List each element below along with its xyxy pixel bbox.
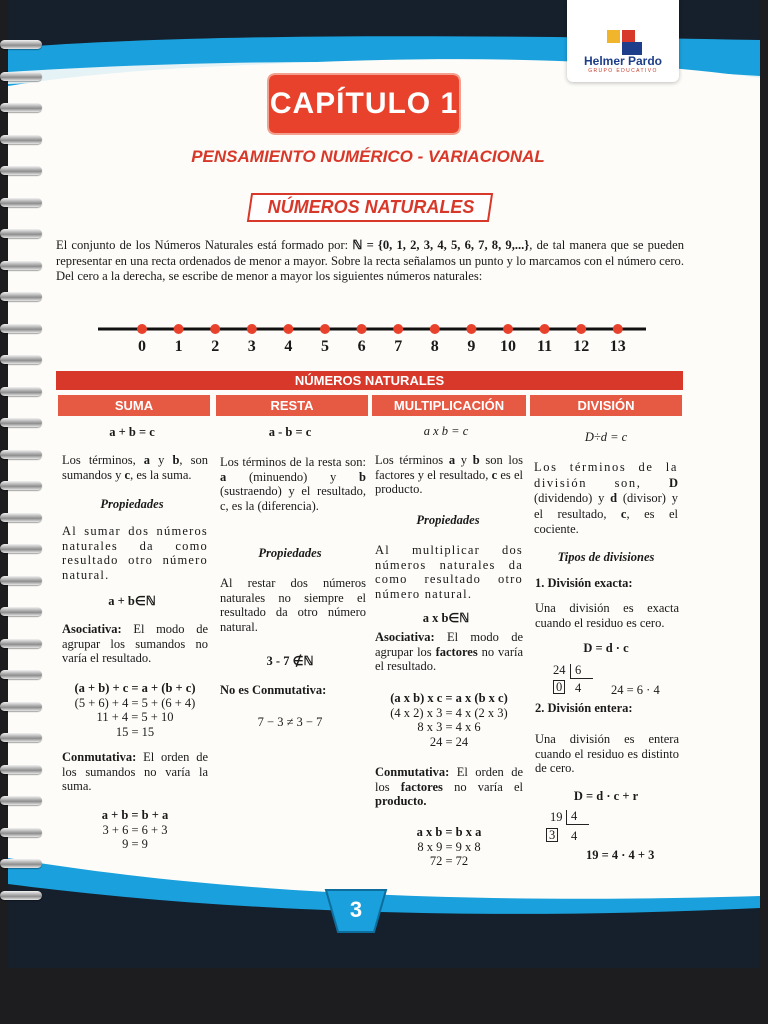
mult-comm-ex-1: a x b = b x a <box>416 825 482 839</box>
number-line-point <box>430 324 440 334</box>
number-line-label: 9 <box>467 338 476 355</box>
mult-term-b: b <box>472 453 480 467</box>
div-exact-text: Una división es exacta cuando el residuo es cero. <box>535 601 679 630</box>
div-exact-check: 24 = 6 · 4 <box>611 683 660 697</box>
number-line-point <box>210 324 220 334</box>
mult-assoc-ex-2: (4 x 2) x 3 = 4 x (2 x 3) <box>390 705 508 720</box>
resta-properties-text: Al restar dos números naturales no siempre el resultado da otro número natural. <box>220 576 366 634</box>
number-line <box>98 316 650 360</box>
logo-square-yellow <box>607 30 620 43</box>
mult-comm-ex-3: 72 = 72 <box>429 854 469 868</box>
suma-assoc-ex-2: (5 + 6) + 4 = 5 + (6 + 4) <box>74 695 196 710</box>
div-term-D: D <box>668 475 678 490</box>
brand-name: Helmer Pardo <box>583 54 663 68</box>
div-exact-divisor: 6 <box>575 663 582 677</box>
suma-comm-label: Conmutativa: <box>62 750 137 764</box>
spiral-coil <box>0 198 42 207</box>
div-description <box>534 460 678 538</box>
div-whole-formula: D = d · c + r <box>573 789 639 803</box>
suma-desc-y: y <box>150 453 173 467</box>
spiral-coil <box>0 418 42 427</box>
spiral-binding <box>0 40 48 920</box>
header-division: DIVISIÓN <box>530 395 682 416</box>
div-desc-4: , es el cociente. <box>534 506 678 536</box>
spiral-coil <box>0 135 42 144</box>
spiral-coil <box>0 513 42 522</box>
header-multiplicacion: MULTIPLICACIÓN <box>372 395 526 416</box>
number-line-point <box>613 324 623 334</box>
number-line-point <box>283 324 293 334</box>
spiral-coil <box>0 324 42 333</box>
resta-properties-title: Propiedades <box>258 546 322 560</box>
div-whole-quotient: 4 <box>571 829 578 843</box>
number-line-point <box>174 324 184 334</box>
div-exact-dividend: 24 <box>553 663 566 677</box>
spiral-coil <box>0 796 42 805</box>
mult-assoc-text-1: El modo de agrupar los <box>375 630 523 659</box>
div-formula: D÷d = c <box>584 430 628 444</box>
spiral-coil <box>0 450 42 459</box>
number-line-point <box>503 324 513 334</box>
suma-assoc-ex-4: 15 = 15 <box>115 724 155 739</box>
suma-comm-text: El orden de los sumandos no varía la suma. <box>62 750 208 793</box>
suma-assoc-label: Asociativa: <box>62 622 122 636</box>
number-line-point <box>393 324 403 334</box>
number-line-label: 1 <box>174 338 183 355</box>
suma-desc-3: , es la suma. <box>130 467 192 482</box>
spiral-coil <box>0 103 42 112</box>
spiral-coil <box>0 702 42 711</box>
mult-desc-1: Los términos <box>375 453 449 467</box>
brand-logo <box>567 0 679 82</box>
suma-term-b: b <box>172 453 180 467</box>
natural-set: ℕ = {0, 1, 2, 3, 4, 5, 6, 7, 8, 9,...} <box>352 238 530 252</box>
suma-properties-title: Propiedades <box>100 497 164 511</box>
suma-term-c: c <box>124 467 131 482</box>
intro-text-end: , de tal manera que se pueden representar en una recta ordenados de menor a mayor. Sobre la recta señalamos un punto y lo marcamos con el número cero. Del cero a la derecha, se escribe de menor a mayor los siguientes números naturales: <box>56 238 684 283</box>
header-suma: SUMA <box>58 395 210 416</box>
number-line-point <box>320 324 330 334</box>
mult-comm-label: Conmutativa: <box>375 765 450 779</box>
resta-term-b: b <box>359 469 366 484</box>
page-number-badge <box>324 888 388 936</box>
div-exact-quotient: 4 <box>575 681 582 695</box>
mult-commutative <box>375 765 523 809</box>
number-line-point <box>357 324 367 334</box>
mult-associative <box>375 630 523 674</box>
mult-closure: a x b∈ℕ <box>422 611 470 625</box>
number-line-label: 10 <box>500 338 516 355</box>
suma-formula: a + b = c <box>109 425 155 439</box>
intro-paragraph <box>56 238 684 285</box>
mult-desc-3: es el producto. <box>375 467 523 496</box>
number-line-point <box>466 324 476 334</box>
resta-comm-example: 7 − 3 ≠ 3 − 7 <box>257 715 323 729</box>
spiral-coil <box>0 828 42 837</box>
div-exact-title: 1. División exacta: <box>535 576 633 590</box>
suma-commutative <box>62 750 208 794</box>
suma-comm-ex-1: a + b = b + a <box>101 808 169 822</box>
mult-formula: a x b = c <box>423 424 469 438</box>
mult-comm-bold-2: producto. <box>375 794 427 808</box>
spiral-coil <box>0 292 42 301</box>
mult-assoc-label: Asociativa: <box>375 630 435 644</box>
spiral-coil <box>0 355 42 364</box>
mult-assoc-ex-4: 24 = 24 <box>429 734 469 749</box>
div-whole-text: Una división es entera cuando el residuo es distinto de cero. <box>535 732 679 775</box>
resta-commutative-label: No es Conmutativa: <box>220 683 327 697</box>
mult-description <box>375 453 523 497</box>
spiral-coil <box>0 576 42 585</box>
chapter-title-banner <box>266 72 462 136</box>
page-subtitle: PENSAMIENTO NUMÉRICO - VARIACIONAL <box>191 147 545 166</box>
mult-properties-text: Al multiplicar dos números naturales da como resultado otro número natural. <box>375 543 523 601</box>
number-line-label: 11 <box>537 338 553 355</box>
mult-assoc-ex-1: (a x b) x c = a x (b x c) <box>390 691 508 705</box>
spiral-coil <box>0 166 42 175</box>
resta-term-a: a <box>220 469 227 484</box>
div-exact-bracket <box>570 664 593 679</box>
mult-term-c: c <box>491 467 498 482</box>
mult-desc-2: son los factores y el resultado, <box>375 453 524 482</box>
suma-comm-ex-3: 9 = 9 <box>122 837 148 851</box>
number-line-label: 5 <box>321 338 329 355</box>
div-whole-remainder-box <box>546 828 558 843</box>
resta-formula: a - b = c <box>268 425 312 439</box>
number-line-label: 8 <box>430 338 439 355</box>
resta-closure: 3 - 7 ∉ℕ <box>266 654 314 668</box>
resta-desc-3: (sustraendo) y el resultado, c, es la (diferencia). <box>220 484 366 513</box>
spiral-coil <box>0 859 42 868</box>
suma-term-a: a <box>143 453 151 467</box>
section-title-box <box>246 192 496 223</box>
div-term-d: d <box>610 491 618 505</box>
div-whole-bracket <box>566 810 589 825</box>
suma-properties-text: Al sumar dos números naturales da como resultado otro número natural. <box>62 524 208 582</box>
spiral-coil <box>0 639 42 648</box>
spiral-coil <box>0 261 42 270</box>
number-line-label: 7 <box>394 338 403 355</box>
mult-comm-bold: factores <box>400 779 443 794</box>
div-desc-3: (divisor) y el resultado, <box>534 491 678 521</box>
div-whole-remainder: 3 <box>546 828 558 842</box>
chapter-title: CAPÍTULO 1 <box>269 87 459 120</box>
suma-assoc-ex-3: 11 + 4 = 5 + 10 <box>96 710 174 724</box>
spiral-coil <box>0 765 42 774</box>
number-line-label: 12 <box>573 338 590 355</box>
mult-assoc-example <box>375 691 523 749</box>
intro-text-start: El conjunto de los Números Naturales está formado por: <box>56 238 353 252</box>
suma-assoc-ex-1: (a + b) + c = a + (b + c) <box>74 681 196 695</box>
div-term-c: c <box>620 506 627 521</box>
resta-desc-2: (minuendo) y <box>226 469 360 484</box>
number-line-label: 2 <box>211 338 220 355</box>
number-line-point <box>137 324 147 334</box>
spiral-coil <box>0 544 42 553</box>
suma-assoc-text: El modo de agrupar los sumandos no varía el resultado. <box>62 622 208 665</box>
suma-associative <box>62 622 208 666</box>
spiral-coil <box>0 481 42 490</box>
spiral-coil <box>0 733 42 742</box>
number-line-label: 3 <box>247 338 256 355</box>
mult-comm-text-1: El orden de los <box>375 765 523 794</box>
div-exact-formula: D = d · c <box>583 641 629 655</box>
number-line-point <box>247 324 257 334</box>
page-number: 3 <box>349 897 363 922</box>
resta-desc-1: Los términos de la resta son: <box>220 455 366 469</box>
div-whole-divisor: 4 <box>571 809 578 823</box>
suma-desc-2: , son sumandos y <box>62 453 208 482</box>
spiral-coil <box>0 670 42 679</box>
mult-assoc-bold: factores <box>435 644 478 659</box>
mult-term-a: a <box>448 453 456 467</box>
number-line-point <box>576 324 586 334</box>
mult-desc-y: y <box>455 453 473 467</box>
suma-assoc-example <box>62 681 208 739</box>
page <box>8 0 760 968</box>
mult-properties-title: Propiedades <box>416 513 480 527</box>
number-line-point <box>540 324 550 334</box>
suma-comm-ex-2: 3 + 6 = 6 + 3 <box>102 822 168 837</box>
div-desc-1: Los términos de la división son, <box>534 460 678 490</box>
number-line-label: 6 <box>357 338 366 355</box>
mult-comm-ex-2: 8 x 9 = 9 x 8 <box>417 839 481 854</box>
resta-description <box>220 455 366 513</box>
div-whole-dividend: 19 <box>550 810 563 824</box>
div-desc-2: (dividendo) y <box>534 491 611 505</box>
header-resta: RESTA <box>216 395 368 416</box>
suma-comm-example <box>62 808 208 852</box>
div-whole-check: 19 = 4 · 4 + 3 <box>586 848 655 862</box>
suma-closure: a + b∈ℕ <box>108 594 156 608</box>
spiral-coil <box>0 607 42 616</box>
div-whole-title: 2. División entera: <box>535 701 633 715</box>
spiral-coil <box>0 387 42 396</box>
spiral-coil <box>0 72 42 81</box>
div-exact-remainder-box <box>553 680 565 695</box>
spiral-coil <box>0 229 42 238</box>
div-types-title: Tipos de divisiones <box>557 550 655 564</box>
number-line-label: 0 <box>138 338 146 355</box>
suma-desc-1: Los términos, <box>62 453 144 467</box>
mult-comm-example <box>375 825 523 869</box>
section-title: NÚMEROS NATURALES <box>267 197 475 217</box>
mult-comm-text-2: no varía el <box>442 779 523 794</box>
div-exact-remainder: 0 <box>553 680 565 694</box>
mult-assoc-ex-3: 8 x 3 = 4 x 6 <box>417 720 481 734</box>
spiral-coil <box>0 891 42 900</box>
mult-assoc-text-2: no varía el resultado. <box>375 644 524 673</box>
number-line-label: 4 <box>284 338 293 355</box>
suma-description <box>62 453 208 482</box>
number-line-axis <box>98 316 650 336</box>
number-line-label: 13 <box>609 338 626 355</box>
spiral-coil <box>0 40 42 49</box>
table-title: NÚMEROS NATURALES <box>56 371 683 390</box>
brand-subtitle: GRUPO EDUCATIVO <box>588 68 658 74</box>
